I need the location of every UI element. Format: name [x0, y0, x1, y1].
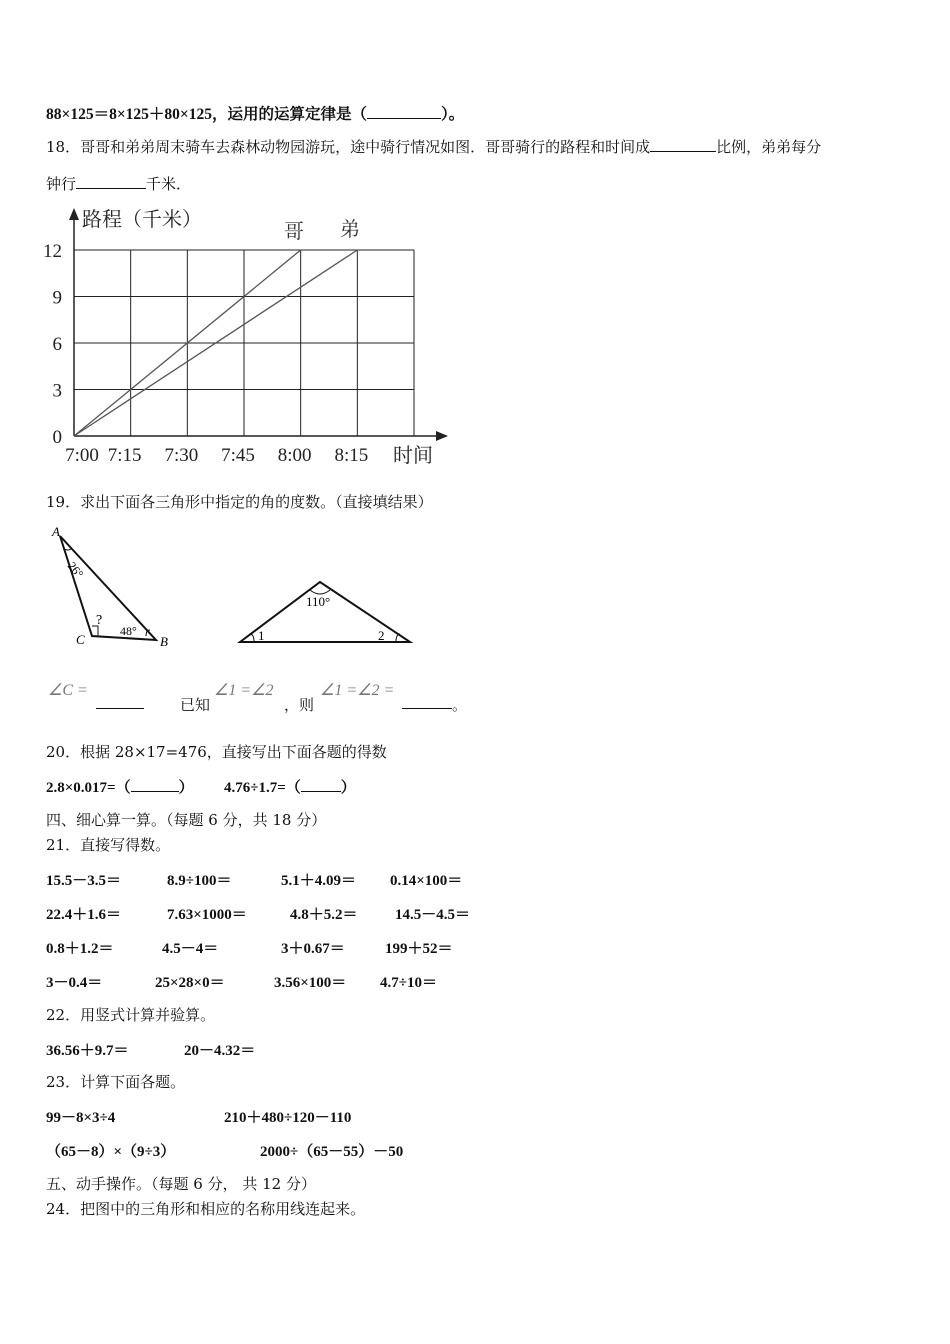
- q20-blank-a[interactable]: [131, 777, 179, 792]
- q19-title: 19．求出下面各三角形中指定的角的度数。（直接填结果）: [46, 493, 433, 511]
- angle-c-expr: ∠C =: [48, 682, 88, 699]
- q21-cell: 4.7÷10＝: [380, 975, 437, 991]
- q18-blank-1[interactable]: [650, 137, 716, 152]
- q21-cell: 4.5－4＝: [162, 941, 219, 957]
- triangle-2: [232, 574, 418, 648]
- y-axis-arrow: [69, 208, 79, 220]
- q18-text-a: 18．哥哥和弟弟周末骑车去森林动物园游玩，途中骑行情况如图．哥哥骑行的路程和时间成: [46, 138, 651, 156]
- q20-item-b: 4.76÷1.7=（ ）: [224, 776, 356, 797]
- q18-blank-2[interactable]: [76, 174, 146, 189]
- triangle-1: [48, 522, 188, 652]
- q21-cell: 8.9÷100＝: [167, 873, 232, 889]
- q23-item: 99－8×3÷4: [46, 1110, 116, 1126]
- x-tick-label: 7:15: [107, 445, 142, 466]
- q21-cell: 0.14×100＝: [390, 873, 463, 889]
- series-label-ge: 哥: [284, 221, 304, 243]
- vertex-b-label: B: [160, 634, 168, 649]
- q23-title: 23．计算下面各题。: [46, 1073, 186, 1091]
- angle-sum-expr: ∠1 =∠2 =: [320, 682, 395, 699]
- angle-a-value: 26°: [64, 558, 87, 581]
- q17-blank[interactable]: [367, 104, 441, 119]
- distance-time-chart: [40, 200, 460, 472]
- q21-cell: 22.4＋1.6＝: [46, 907, 122, 923]
- q20-title: 20．根据 28×17=476，直接写出下面各题的得数: [46, 743, 387, 761]
- angle-c-unknown: ?: [96, 613, 103, 628]
- x-tick-label: 7:30: [164, 445, 199, 466]
- q21-cell: 3.56×100＝: [274, 975, 347, 991]
- x-tick-label: 7:00: [65, 445, 99, 466]
- vertex-a-label: A: [52, 524, 60, 539]
- q23-item: 2000÷（65－55）－50: [260, 1144, 404, 1160]
- q21-title: 21．直接写得数。: [46, 836, 171, 854]
- q18-text-d: 千米．: [146, 175, 192, 193]
- section-5-title: 五、动手操作。（每题 6 分， 共 12 分）: [46, 1175, 316, 1193]
- q22-title: 22．用竖式计算并验算。: [46, 1006, 216, 1024]
- angle-c-blank[interactable]: [96, 708, 144, 709]
- q18-text-b: 比例，弟弟每分: [716, 138, 822, 156]
- vertex-c-label: C: [76, 632, 85, 647]
- q23-item: 210＋480÷120－110: [224, 1110, 352, 1126]
- q21-cell: 4.8＋5.2＝: [290, 907, 358, 923]
- q18-line1: [46, 137, 821, 157]
- series-label-di: 弟: [340, 219, 360, 241]
- chart-y-label: 路程（千米）: [82, 209, 202, 231]
- chart-axes: [69, 208, 448, 441]
- section-4-title: 四、细心算一算。（每题 6 分，共 18 分）: [46, 811, 327, 829]
- angle-12-blank[interactable]: [402, 708, 452, 709]
- q22-item: 20－4.32＝: [184, 1043, 256, 1059]
- then-text: ，则: [284, 696, 315, 714]
- q23-item: （65－8）×（9÷3）: [46, 1144, 176, 1160]
- q21-cell: 0.8＋1.2＝: [46, 941, 114, 957]
- angle-b-value: 48°: [120, 624, 137, 638]
- q19-end: 。: [452, 696, 468, 714]
- chart-grid: [74, 250, 414, 436]
- q21-cell: 3－0.4＝: [46, 975, 103, 991]
- q20-blank-b[interactable]: [301, 777, 341, 792]
- q24-title: 24．把图中的三角形和相应的名称用线连起来。: [46, 1200, 366, 1218]
- y-tick-label: 3: [52, 380, 62, 402]
- q21-cell: 5.1＋4.09＝: [281, 873, 357, 889]
- q17-end: ）。: [441, 106, 465, 123]
- q17-line: [46, 104, 464, 125]
- q21-cell: 15.5－3.5＝: [46, 873, 122, 889]
- known-text: 已知: [180, 696, 211, 714]
- q21-cell: 14.5－4.5＝: [395, 907, 471, 923]
- q20-item-a: 2.8×0.017=（ ）: [46, 776, 194, 797]
- y-tick-label: 12: [43, 241, 62, 262]
- q18-text-c: 钟行: [46, 175, 77, 193]
- q21-cell: 7.63×1000＝: [167, 907, 247, 923]
- equal-angles-expr: ∠1 =∠2: [214, 682, 274, 699]
- angle-top-value: 110°: [306, 594, 331, 609]
- q18-line2: [46, 174, 191, 194]
- y-tick-label: 0: [52, 427, 62, 448]
- angle-2-label: 2: [378, 628, 385, 643]
- y-tick-label: 9: [52, 287, 62, 309]
- x-tick-label: 8:15: [334, 445, 369, 466]
- q21-cell: 199＋52＝: [385, 941, 453, 957]
- q22-item: 36.56＋9.7＝: [46, 1043, 129, 1059]
- q21-cell: 25×28×0＝: [155, 975, 225, 991]
- y-tick-label: 6: [52, 334, 62, 355]
- q17-text: 88×125＝8×125＋80×125，运用的运算定律是（: [46, 106, 367, 123]
- x-tick-label: 8:00: [277, 445, 312, 466]
- angle-1-label: 1: [258, 628, 265, 643]
- q21-cell: 3＋0.67＝: [281, 941, 345, 957]
- chart-x-label: 时间: [393, 445, 433, 467]
- x-tick-label: 7:45: [221, 445, 255, 466]
- x-axis-arrow: [436, 431, 448, 441]
